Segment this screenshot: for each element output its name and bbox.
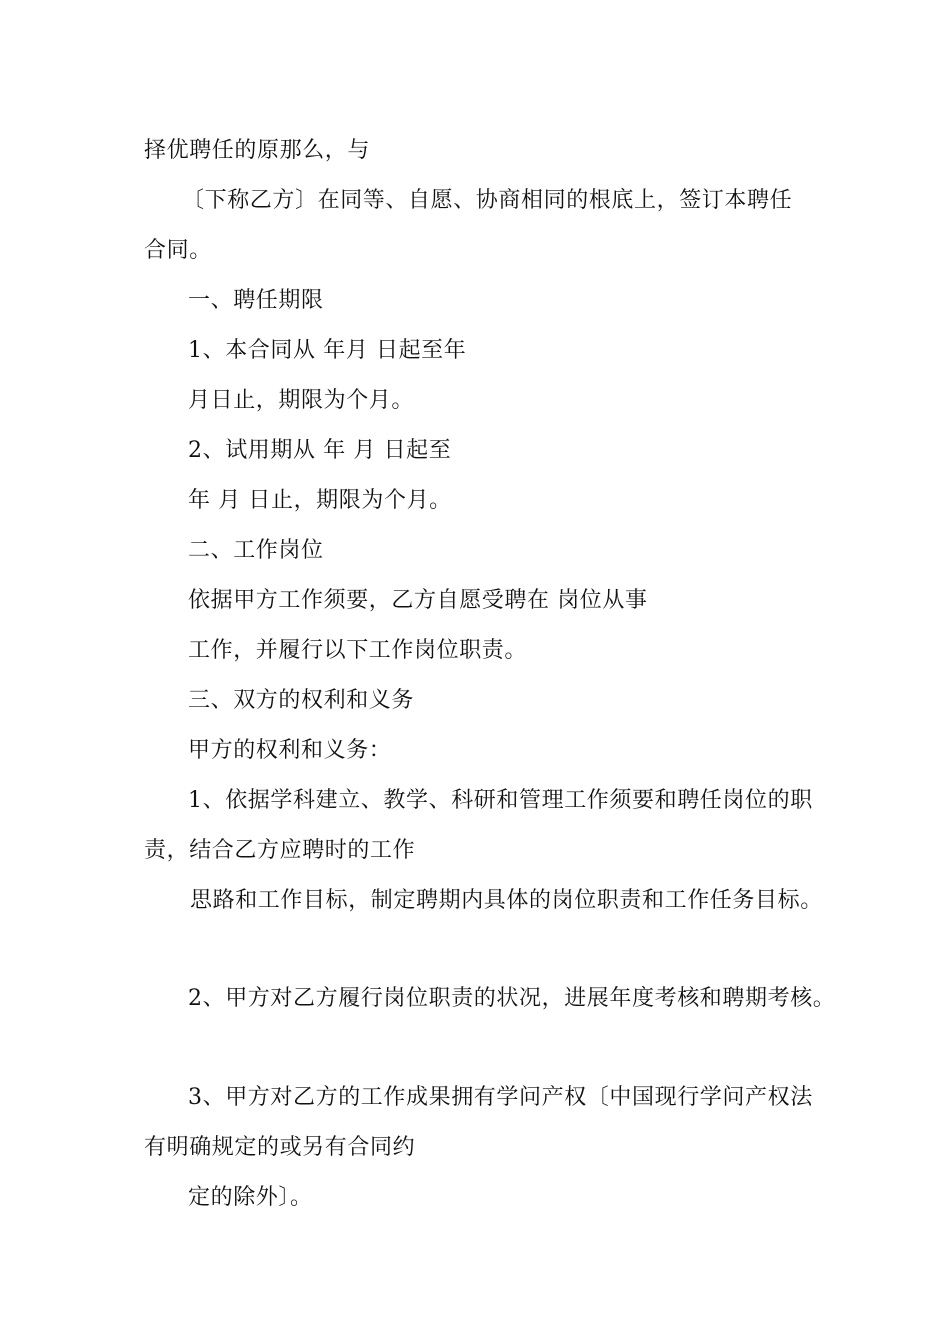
- text-line: 1、本合同从 年月 日起至年: [188, 338, 467, 363]
- text-line: 2、试用期从 年 月 日起至: [188, 438, 452, 463]
- section-heading: 二、工作岗位: [188, 538, 324, 563]
- text-line: 〔下称乙方〕在同等、自愿、协商相同的根底上，签订本聘任: [182, 188, 793, 213]
- text-line: 择优聘任的原那么，与: [144, 138, 371, 163]
- text-line: 1、依据学科建立、教学、科研和管理工作须要和聘任岗位的职: [188, 788, 813, 813]
- text-line: 思路和工作目标，制定聘期内具体的岗位职责和工作任务目标。: [190, 888, 823, 913]
- text-line: 依据甲方工作须要，乙方自愿受聘在 岗位从事: [188, 588, 648, 613]
- text-line: 月日止，期限为个月。: [188, 388, 415, 413]
- section-heading: 一、聘任期限: [188, 288, 324, 313]
- text-line: 责，结合乙方应聘时的工作: [144, 838, 416, 863]
- text-line: 有明确规定的或另有合同约: [144, 1135, 416, 1160]
- text-line: 甲方的权利和义务：: [188, 738, 392, 763]
- text-line: 定的除外〕。: [188, 1185, 313, 1210]
- text-line: 工作，并履行以下工作岗位职责。: [188, 638, 528, 663]
- text-line: 合同。: [144, 238, 212, 263]
- text-line: 2、甲方对乙方履行岗位职责的状况，进展年度考核和聘期考核。: [188, 986, 836, 1011]
- section-heading: 三、双方的权利和义务: [188, 688, 415, 713]
- text-line: 年 月 日止，期限为个月。: [188, 488, 452, 513]
- text-line: 3、甲方对乙方的工作成果拥有学问产权〔中国现行学问产权法: [188, 1085, 813, 1110]
